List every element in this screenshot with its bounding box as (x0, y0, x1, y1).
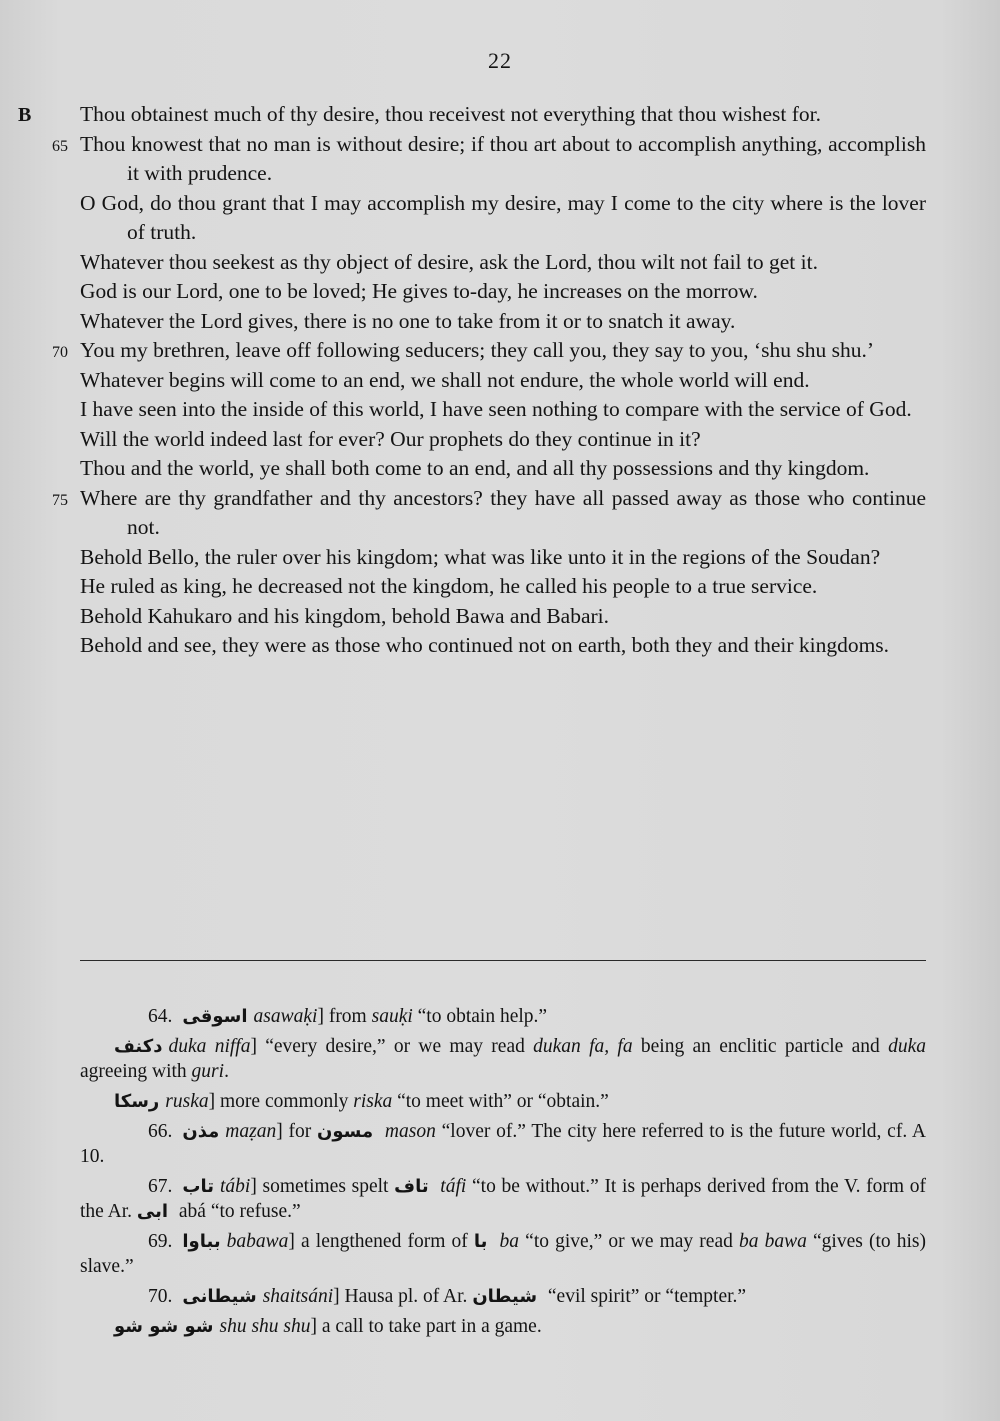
arabic-script: مسون (317, 1121, 374, 1142)
footnote (80, 1284, 926, 1309)
note-text: “to meet with” or “obtain.” (392, 1091, 609, 1112)
note-text: ] “every desire,” or we may read (250, 1036, 534, 1057)
arabic-script: شيطان (472, 1286, 538, 1307)
note-text: “lover of.” The city here referred to is the future world, cf. A 10. (80, 1121, 927, 1167)
verse-line (52, 484, 926, 543)
hausa-term: shu shu shu (219, 1316, 311, 1337)
note-text: ] Hausa pl. of Ar. (333, 1286, 473, 1307)
verse-line (52, 130, 926, 189)
hausa-term: shaitsáni (262, 1286, 334, 1307)
verse-line (80, 425, 926, 455)
verse-text: Whatever the Lord gives, there is no one to take from it or to snatch it away. (80, 308, 736, 333)
verse-text: God is our Lord, one to be loved; He gives to-day, he increases on the morrow. (80, 279, 758, 303)
line-number: 70 (52, 344, 68, 361)
hausa-term: ba bawa (738, 1231, 807, 1252)
arabic-script: با (473, 1231, 488, 1252)
verse-text: Will the world indeed last for ever? Our prophets do they continue in it? (80, 426, 701, 451)
hausa-term: dukan fa, fa (533, 1036, 633, 1057)
footnotes (80, 1004, 926, 1344)
verse-line (80, 100, 926, 130)
note-text: “to obtain help.” (412, 1006, 548, 1027)
verse-line (80, 631, 926, 661)
verse-line (80, 602, 926, 632)
verse-text: O God, do thou grant that I may accomplish my desire, may I come to the city where is the lover of truth. (80, 190, 926, 244)
note-text: ] sometimes spelt (250, 1176, 395, 1197)
verse-text: I have seen into the inside of this world, I have seen nothing to compare with the service of God. (80, 397, 912, 421)
verse-line (80, 307, 926, 337)
arabic-script: اسوقى (182, 1006, 248, 1027)
note-text: “gives (to his) slave.” (80, 1231, 926, 1277)
verse-text: Where are thy grandfather and thy ancestors? they have all passed away as those who continue not. (80, 485, 926, 539)
verse-text: Behold Bello, the ruler over his kingdom; what was like unto it in the regions of the Soudan? (80, 544, 881, 569)
verse-line (80, 366, 926, 396)
note-text: abá “to refuse.” (174, 1201, 301, 1222)
note-text: ] a lengthened form of (288, 1231, 474, 1252)
hausa-term: táfi (440, 1176, 467, 1197)
hausa-term: babawa (226, 1231, 289, 1252)
note-text: being an enclitic particle and (632, 1036, 889, 1057)
note-number: 67. (148, 1176, 173, 1197)
hausa-term: tábi (219, 1176, 251, 1197)
hausa-term: duka (888, 1036, 926, 1057)
footnote (80, 1174, 926, 1224)
verse-text: Thou and the world, ye shall both come to an end, and all thy possessions and thy kingdom. (80, 456, 870, 480)
note-text: “to be without.” It is perhaps derived from the V. form of the Ar. (80, 1176, 927, 1222)
verse-line (80, 277, 926, 307)
verse-line (80, 454, 926, 484)
verse-text: Behold and see, they were as those who continued not on earth, both they and their kingdoms. (80, 633, 890, 657)
footnote (80, 1119, 926, 1169)
note-text: ] for (276, 1121, 318, 1142)
verse-text: Thou knowest that no man is without desire; if thou art about to accomplish anything, accomplish it with prudence. (80, 131, 926, 185)
verse-text: You my brethren, leave off following seducers; they call you, they say to you, ‘shu shu shu.’ (80, 338, 874, 362)
arabic-script: مذن (182, 1121, 220, 1142)
footnote-divider (80, 960, 926, 961)
note-text: . (224, 1061, 229, 1082)
page-number: 22 (488, 48, 512, 73)
verse-line (80, 248, 926, 278)
verse-line (80, 189, 926, 248)
line-number: 75 (52, 491, 68, 509)
note-number: 64. (148, 1006, 173, 1027)
hausa-term: mason (384, 1121, 436, 1142)
hausa-term: sauḳi (371, 1006, 413, 1027)
note-text: ] more commonly (208, 1091, 354, 1112)
verse-text: Thou obtainest much of thy desire, thou receivest not everything that thou wishest for. (80, 102, 821, 126)
hausa-term: asawaḳi (253, 1006, 318, 1027)
arabic-script: تاف (394, 1176, 429, 1197)
hausa-term: ba (499, 1231, 520, 1252)
verse-line (80, 395, 926, 425)
hausa-term: riska (353, 1091, 393, 1112)
note-text: “to give,” or we may read (519, 1231, 739, 1252)
note-number: 66. (148, 1121, 173, 1142)
arabic-script: ابى (136, 1201, 169, 1222)
arabic-script: تاب (182, 1176, 214, 1197)
note-text: agreeing with (80, 1061, 192, 1082)
note-text: ] from (317, 1006, 372, 1027)
verse-line (52, 336, 926, 366)
line-number: 65 (52, 137, 68, 155)
verse-text: Whatever thou seekest as thy object of desire, ask the Lord, thou wilt not fail to get it. (80, 249, 818, 274)
footnote (80, 1004, 926, 1029)
note-text: “evil spirit” or “tempter.” (543, 1286, 747, 1307)
hausa-term: duka niffa (168, 1036, 251, 1057)
manuscript-siglum: B (18, 104, 32, 126)
arabic-script: بباوا (182, 1231, 221, 1252)
arabic-script: شو شو شو (114, 1316, 214, 1337)
verse-translation (52, 100, 926, 661)
arabic-script: شيطانى (182, 1286, 257, 1307)
verse-line (80, 543, 926, 573)
verse-text: He ruled as king, he decreased not the kingdom, he called his people to a true service. (80, 574, 818, 598)
footnote (80, 1229, 926, 1279)
hausa-term: guri (191, 1061, 225, 1082)
note-number: 69. (148, 1231, 173, 1252)
footnote (80, 1089, 926, 1114)
note-number: 70. (148, 1286, 173, 1307)
hausa-term: maẓan (225, 1121, 277, 1142)
footnote (80, 1314, 926, 1339)
arabic-script: دكنف (114, 1036, 163, 1057)
verse-text: Whatever begins will come to an end, we shall not endure, the whole world will end. (80, 367, 810, 392)
verse-line (80, 572, 926, 602)
arabic-script: رسكا (114, 1091, 160, 1112)
note-text: ] a call to take part in a game. (310, 1316, 542, 1337)
footnote (80, 1034, 926, 1084)
verse-text: Behold Kahukaro and his kingdom, behold Bawa and Babari. (80, 603, 610, 628)
hausa-term: ruska (165, 1091, 209, 1112)
